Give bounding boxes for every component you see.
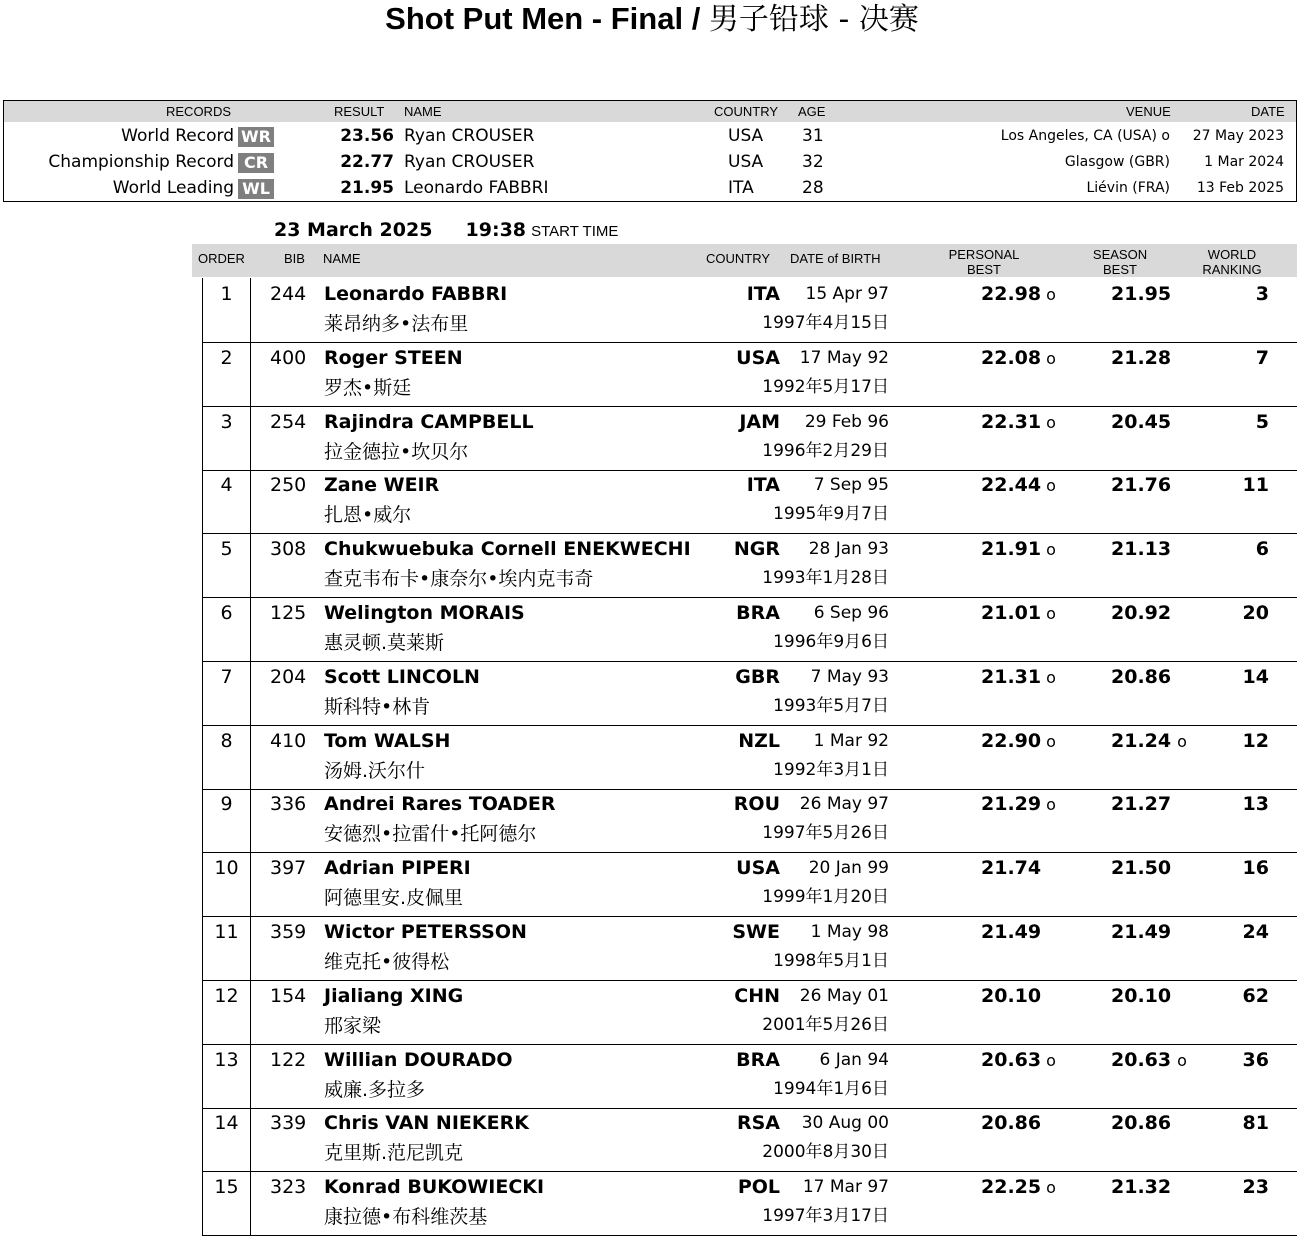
- title-chinese: 男子铅球 - 决赛: [708, 2, 919, 37]
- athlete-order: 1: [220, 283, 233, 305]
- event-time: 19:38: [465, 219, 527, 241]
- athlete-bib: 204: [270, 665, 307, 688]
- records-col-age: AGE: [798, 104, 826, 119]
- athlete-order: 13: [214, 1048, 239, 1071]
- world-ranking: 12: [1242, 729, 1269, 752]
- athlete-country: BRA: [736, 1048, 780, 1071]
- personal-best-value: 20.86: [981, 1112, 1042, 1135]
- season-best: [1111, 473, 1177, 498]
- world-ranking: 7: [1255, 346, 1269, 369]
- athlete-row: [202, 852, 1297, 917]
- season-best-value: 21.95: [1111, 283, 1172, 305]
- athlete-row: [202, 725, 1297, 790]
- season-best-value: 21.50: [1111, 857, 1172, 880]
- athlete-name: Rajindra CAMPBELL: [324, 410, 534, 433]
- athlete-dob-chinese: 1998年5月1日: [773, 951, 889, 971]
- personal-best-mark: o: [1046, 731, 1056, 751]
- season-best: [1111, 665, 1177, 690]
- record-result: 21.95: [340, 178, 394, 198]
- athlete-name-chinese: 安德烈•拉雷什•托阿德尔: [324, 823, 537, 846]
- athlete-bib: 125: [270, 602, 307, 624]
- personal-best: [981, 1111, 1046, 1136]
- record-code-badge: WL: [238, 179, 274, 199]
- season-best-value: 21.13: [1111, 538, 1172, 561]
- season-best: [1111, 346, 1177, 371]
- athlete-bib: 400: [270, 346, 307, 369]
- athlete-dob-chinese: 1997年5月26日: [762, 823, 889, 844]
- season-best: [1111, 920, 1177, 945]
- personal-best-value: 22.90: [981, 729, 1042, 752]
- col-personal-best-line1: PERSONAL: [948, 247, 1020, 262]
- athlete-country: POL: [737, 1176, 780, 1199]
- personal-best: [981, 473, 1056, 498]
- athlete-country: CHN: [734, 984, 780, 1007]
- records-col-venue: VENUE: [1126, 104, 1171, 119]
- athlete-name-chinese: 扎恩•威尔: [324, 504, 412, 527]
- personal-best-value: 21.49: [981, 921, 1042, 943]
- record-country: USA: [728, 126, 764, 146]
- athlete-dob-chinese: 1997年3月17日: [762, 1206, 889, 1227]
- athlete-dob: 15 Apr 97: [805, 284, 889, 304]
- record-label: World Leading: [112, 178, 234, 198]
- athlete-dob: 26 May 01: [799, 985, 889, 1006]
- records-col-name: NAME: [404, 104, 442, 119]
- season-best-mark: o: [1177, 731, 1187, 751]
- season-best-mark: o: [1177, 1050, 1187, 1070]
- col-bib: BIB: [284, 251, 305, 266]
- records-col-result: RESULT: [334, 104, 385, 119]
- personal-best-value: 21.01: [981, 602, 1042, 624]
- athlete-dob-chinese: 1993年1月28日: [762, 568, 889, 589]
- athlete-dob: 26 May 97: [799, 794, 889, 815]
- athlete-dob: 6 Sep 96: [813, 603, 889, 623]
- athlete-dob: 30 Aug 00: [801, 1113, 889, 1134]
- record-row: [4, 149, 1296, 175]
- athlete-row: [202, 533, 1297, 598]
- athlete-dob-chinese: 2001年5月26日: [762, 1014, 889, 1035]
- athlete-country: ITA: [746, 474, 780, 497]
- season-best-value: 20.10: [1111, 984, 1172, 1007]
- col-name: NAME: [323, 251, 361, 266]
- world-ranking: 36: [1242, 1048, 1269, 1071]
- athlete-name: Scott LINCOLN: [324, 665, 480, 688]
- personal-best-value: 21.29: [981, 793, 1042, 816]
- season-best: [1111, 601, 1177, 626]
- season-best-value: 21.76: [1111, 474, 1172, 497]
- athlete-country: ITA: [746, 283, 780, 305]
- personal-best-value: 22.08: [981, 346, 1042, 369]
- athlete-bib: 397: [270, 857, 307, 880]
- athlete-dob: 17 May 92: [799, 347, 889, 368]
- personal-best: [981, 410, 1056, 435]
- personal-best: [981, 920, 1046, 945]
- athlete-dob: 1 Mar 92: [813, 730, 889, 751]
- athlete-country: SWE: [732, 921, 780, 943]
- athlete-name-chinese: 拉金德拉•坎贝尔: [324, 440, 469, 463]
- world-ranking: 62: [1242, 984, 1269, 1007]
- athlete-order: 3: [220, 410, 233, 433]
- athlete-name-chinese: 康拉德•布科维茨基: [324, 1206, 488, 1229]
- athlete-name-chinese: 汤姆.沃尔什: [324, 759, 426, 782]
- startlist-header: [192, 244, 1297, 277]
- athlete-dob: 1 May 98: [810, 922, 889, 942]
- personal-best-mark: o: [1046, 348, 1056, 368]
- season-best-value: 21.32: [1111, 1176, 1172, 1199]
- title-english: Shot Put Men - Final /: [385, 1, 709, 36]
- personal-best-mark: o: [1046, 604, 1056, 623]
- world-ranking: 14: [1242, 665, 1269, 688]
- personal-best-mark: o: [1046, 285, 1056, 304]
- season-best: [1111, 282, 1177, 307]
- col-world-ranking: [1192, 247, 1272, 277]
- athlete-name-chinese: 斯科特•林肯: [324, 695, 431, 718]
- athlete-bib: 323: [270, 1176, 307, 1199]
- world-ranking: 6: [1255, 538, 1269, 561]
- athlete-order: 4: [220, 474, 233, 497]
- athlete-country: GBR: [735, 665, 780, 688]
- personal-best: [981, 665, 1056, 690]
- personal-best: [981, 1048, 1056, 1073]
- season-best-value: 20.63: [1111, 1048, 1172, 1071]
- athlete-name: Wictor PETERSSON: [324, 921, 527, 943]
- col-season-best-line1: SEASON: [1092, 247, 1148, 262]
- page-title: [0, 0, 1304, 39]
- athlete-name-chinese: 罗杰•斯廷: [324, 376, 412, 399]
- athlete-row: [202, 406, 1297, 471]
- record-date: 27 May 2023: [1192, 128, 1284, 144]
- record-country: USA: [728, 152, 764, 172]
- col-personal-best-line2: BEST: [967, 262, 1001, 277]
- record-country: ITA: [728, 178, 754, 198]
- athlete-country: BRA: [736, 602, 780, 624]
- personal-best-mark: o: [1046, 412, 1056, 432]
- athlete-order: 12: [214, 984, 239, 1007]
- athlete-order: 8: [220, 729, 233, 752]
- record-result: 22.77: [340, 152, 394, 172]
- record-name: Ryan CROUSER: [404, 126, 535, 146]
- personal-best: [981, 1175, 1056, 1200]
- athlete-dob: 20 Jan 99: [808, 858, 889, 879]
- season-best: [1111, 984, 1177, 1009]
- season-best: [1111, 537, 1177, 562]
- athlete-dob: 29 Feb 96: [804, 411, 889, 432]
- record-date: 1 Mar 2024: [1204, 154, 1284, 170]
- personal-best-value: 20.10: [981, 984, 1042, 1007]
- record-date: 13 Feb 2025: [1196, 180, 1284, 196]
- record-result: 23.56: [340, 126, 394, 146]
- athlete-order: 9: [220, 793, 233, 816]
- personal-best-value: 21.31: [981, 665, 1042, 688]
- athlete-name-chinese: 阿德里安.皮佩里: [324, 887, 464, 910]
- record-row: [4, 175, 1296, 201]
- record-venue: Liévin (FRA): [1086, 180, 1170, 196]
- athlete-name-chinese: 威廉.多拉多: [324, 1078, 426, 1101]
- col-date-of-birth: DATE of BIRTH: [790, 251, 881, 266]
- personal-best-value: 21.74: [981, 857, 1042, 880]
- personal-best-value: 22.31: [981, 410, 1042, 433]
- world-ranking: 16: [1242, 857, 1269, 880]
- athlete-dob-chinese: 1996年9月6日: [773, 632, 889, 652]
- athlete-bib: 336: [270, 793, 307, 816]
- records-header: [4, 101, 1296, 122]
- athlete-dob-chinese: 1994年1月6日: [773, 1078, 889, 1099]
- world-ranking: 13: [1242, 793, 1269, 816]
- season-best: [1111, 1111, 1177, 1136]
- athlete-name-chinese: 维克托•彼得松: [324, 951, 450, 973]
- record-venue: Glasgow (GBR): [1064, 154, 1170, 170]
- season-best: [1111, 729, 1187, 754]
- athlete-bib: 244: [270, 283, 307, 305]
- season-best-value: 21.28: [1111, 346, 1172, 369]
- personal-best: [981, 282, 1056, 307]
- athlete-row: [202, 278, 1297, 343]
- personal-best: [981, 537, 1056, 562]
- athlete-dob: 7 May 93: [810, 666, 889, 687]
- season-best-value: 21.27: [1111, 793, 1172, 816]
- athlete-row: [202, 1171, 1297, 1236]
- athlete-name: Roger STEEN: [324, 346, 463, 369]
- athlete-dob-chinese: 1992年5月17日: [762, 376, 889, 397]
- athlete-dob: 6 Jan 94: [819, 1049, 889, 1070]
- season-best-value: 21.49: [1111, 921, 1172, 943]
- athlete-country: JAM: [739, 410, 780, 433]
- athlete-name: Andrei Rares TOADER: [324, 793, 556, 816]
- athlete-country: USA: [736, 857, 780, 880]
- record-code-badge: WR: [238, 127, 274, 147]
- record-code-badge: CR: [238, 153, 274, 173]
- athlete-bib: 308: [270, 538, 307, 561]
- personal-best-mark: o: [1046, 795, 1056, 815]
- athlete-bib: 154: [270, 984, 307, 1007]
- athlete-name-chinese: 克里斯.范尼凯克: [324, 1142, 464, 1165]
- record-venue: Los Angeles, CA (USA) o: [1000, 128, 1170, 144]
- athlete-name: Chris VAN NIEKERK: [324, 1112, 529, 1135]
- personal-best-value: 20.63: [981, 1048, 1042, 1071]
- personal-best: [981, 729, 1056, 754]
- athlete-bib: 250: [270, 474, 307, 497]
- athlete-name-chinese: 惠灵顿.莫莱斯: [324, 632, 445, 654]
- record-label: Championship Record: [48, 152, 234, 172]
- personal-best-value: 22.44: [981, 474, 1042, 497]
- athlete-bib: 339: [270, 1112, 307, 1135]
- col-order: ORDER: [198, 251, 245, 266]
- col-country: COUNTRY: [706, 251, 771, 266]
- personal-best: [981, 984, 1046, 1009]
- season-best-value: 20.45: [1111, 410, 1172, 433]
- world-ranking: 23: [1242, 1176, 1269, 1199]
- season-best-value: 20.86: [1111, 1112, 1172, 1135]
- athlete-order: 2: [220, 346, 233, 369]
- personal-best-mark: o: [1046, 476, 1056, 496]
- season-best: [1111, 1048, 1187, 1073]
- athlete-order: 14: [214, 1112, 239, 1135]
- world-ranking: 5: [1255, 410, 1269, 433]
- records-col-records: RECORDS: [166, 104, 232, 119]
- season-best-value: 21.24: [1111, 729, 1172, 752]
- athlete-name: Tom WALSH: [324, 729, 451, 752]
- athlete-order: 6: [220, 602, 233, 624]
- record-age: 31: [802, 126, 824, 146]
- athlete-country: ROU: [733, 793, 780, 816]
- personal-best-mark: o: [1046, 1178, 1056, 1198]
- season-best: [1111, 792, 1177, 817]
- athlete-bib: 359: [270, 921, 307, 943]
- athlete-row: [202, 342, 1297, 407]
- athlete-name-chinese: 查克韦布卡•康奈尔•埃内克韦奇: [324, 568, 594, 591]
- event-date: 23 March 2025: [274, 219, 433, 241]
- personal-best: [981, 346, 1056, 371]
- athlete-row: [202, 469, 1297, 534]
- athlete-name: Chukwuebuka Cornell ENEKWECHI: [324, 538, 691, 561]
- event-datetime: [274, 219, 618, 241]
- personal-best-value: 22.25: [981, 1176, 1042, 1199]
- record-name: Ryan CROUSER: [404, 152, 535, 172]
- athlete-row: [202, 980, 1297, 1045]
- athlete-row: [202, 661, 1297, 726]
- personal-best-mark: o: [1046, 1050, 1056, 1070]
- records-col-country: COUNTRY: [714, 104, 779, 119]
- athlete-name-chinese: 莱昂纳多•法布里: [324, 313, 469, 335]
- athlete-bib: 410: [270, 729, 307, 752]
- athlete-country: NGR: [733, 538, 780, 561]
- athlete-dob-chinese: 1996年2月29日: [762, 440, 889, 461]
- athlete-name: Adrian PIPERI: [324, 857, 471, 880]
- athlete-dob-chinese: 1993年5月7日: [773, 695, 889, 716]
- col-personal-best: [944, 247, 1024, 277]
- personal-best: [981, 856, 1046, 881]
- record-age: 32: [802, 152, 824, 172]
- season-best-value: 20.92: [1111, 602, 1172, 624]
- athlete-country: NZL: [738, 729, 780, 752]
- world-ranking: 3: [1255, 283, 1269, 305]
- world-ranking: 11: [1242, 474, 1269, 497]
- season-best: [1111, 410, 1177, 435]
- athlete-name: Willian DOURADO: [324, 1048, 513, 1071]
- personal-best-mark: o: [1046, 540, 1056, 560]
- athlete-dob: 17 Mar 97: [802, 1177, 889, 1198]
- record-label: World Record: [121, 126, 234, 146]
- athlete-dob: 28 Jan 93: [808, 539, 889, 560]
- athlete-name: Konrad BUKOWIECKI: [324, 1176, 545, 1199]
- athlete-row: [202, 916, 1297, 981]
- athlete-order: 7: [220, 665, 233, 688]
- athlete-dob: 7 Sep 95: [813, 475, 889, 496]
- season-best: [1111, 856, 1177, 881]
- col-world-ranking-line1: WORLD: [1207, 247, 1257, 262]
- col-season-best: [1080, 247, 1160, 277]
- athlete-order: 10: [214, 857, 239, 880]
- athlete-name-chinese: 邢家梁: [324, 1014, 382, 1037]
- athlete-country: USA: [736, 346, 780, 369]
- season-best-value: 20.86: [1111, 665, 1172, 688]
- personal-best-value: 21.91: [981, 538, 1042, 561]
- athlete-country: RSA: [736, 1112, 780, 1135]
- athlete-order: 5: [220, 538, 233, 561]
- athlete-order: 15: [214, 1176, 239, 1199]
- athlete-bib: 254: [270, 410, 307, 433]
- world-ranking: 81: [1242, 1112, 1269, 1135]
- season-best: [1111, 1175, 1177, 1200]
- personal-best: [981, 792, 1056, 817]
- athlete-dob-chinese: 2000年8月30日: [762, 1142, 889, 1163]
- start-time-label: START TIME: [531, 223, 619, 240]
- record-age: 28: [802, 178, 824, 198]
- records-table: [3, 100, 1297, 202]
- athlete-dob-chinese: 1997年4月15日: [762, 313, 889, 333]
- athlete-dob-chinese: 1995年9月7日: [773, 504, 889, 525]
- record-row: [4, 123, 1296, 149]
- athlete-name: Zane WEIR: [324, 474, 440, 497]
- col-world-ranking-line2: RANKING: [1202, 262, 1262, 277]
- personal-best-value: 22.98: [981, 283, 1042, 305]
- athlete-name: Jialiang XING: [324, 984, 464, 1007]
- record-name: Leonardo FABBRI: [404, 178, 549, 198]
- athlete-row: [202, 1044, 1297, 1109]
- athlete-row: [202, 788, 1297, 853]
- athlete-bib: 122: [270, 1048, 307, 1071]
- records-col-date: DATE: [1251, 104, 1285, 119]
- athlete-order: 11: [214, 921, 239, 943]
- personal-best: [981, 601, 1056, 626]
- athlete-row: [202, 597, 1297, 662]
- athlete-name: Welington MORAIS: [324, 602, 525, 624]
- personal-best-mark: o: [1046, 667, 1056, 687]
- athlete-dob-chinese: 1992年3月1日: [773, 759, 889, 780]
- athlete-row: [202, 1107, 1297, 1172]
- world-ranking: 24: [1242, 921, 1269, 943]
- world-ranking: 20: [1242, 602, 1269, 624]
- athlete-name: Leonardo FABBRI: [324, 283, 508, 305]
- col-season-best-line2: BEST: [1103, 262, 1137, 277]
- athlete-dob-chinese: 1999年1月20日: [762, 887, 889, 908]
